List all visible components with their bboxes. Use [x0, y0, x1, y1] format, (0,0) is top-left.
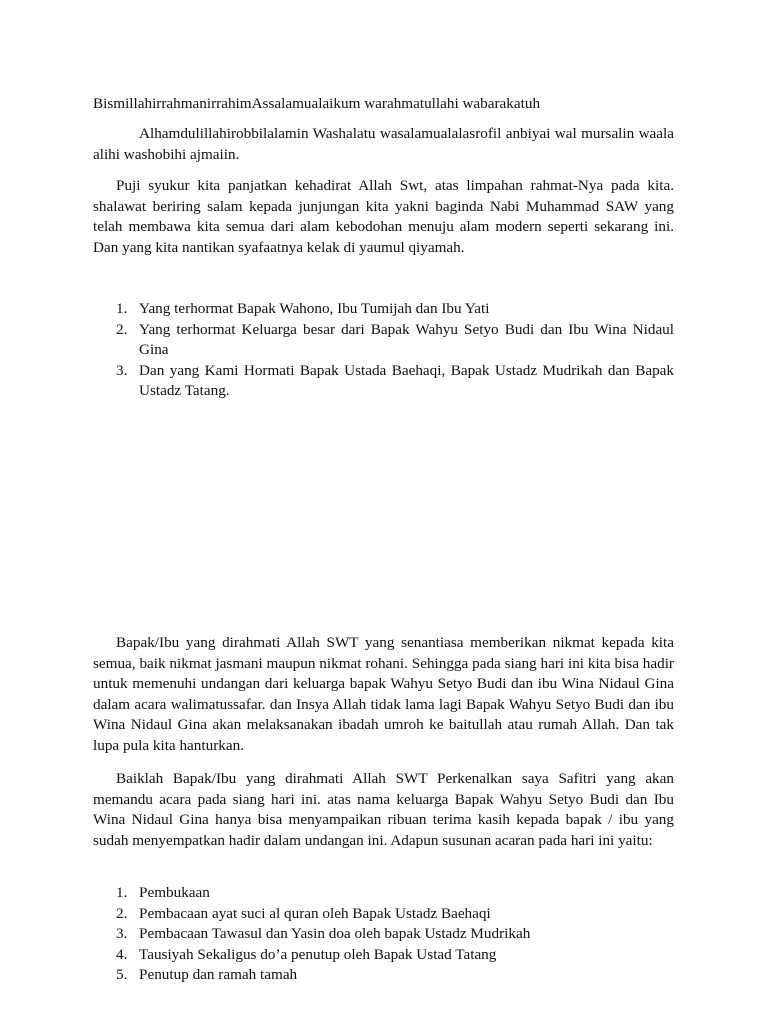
list-text: Dan yang Kami Hormati Bapak Ustada Baehaqi, Bapak Ustadz Mudrikah dan Bapak Ustadz Tatang. — [139, 361, 674, 400]
list-text: Pembacaan ayat suci al quran oleh Bapak Ustadz Baehaqi — [139, 904, 491, 922]
agenda-list — [93, 883, 674, 986]
list-number: 2. — [116, 320, 128, 338]
list-item — [93, 883, 674, 904]
list-number: 1. — [116, 884, 128, 901]
list-number: 2. — [116, 904, 128, 922]
list-text: Pembacaan Tawasul dan Yasin doa oleh bapak Ustadz Mudrikah — [139, 925, 531, 943]
list-number: 3. — [116, 925, 128, 943]
list-item — [93, 299, 674, 320]
list-text: Tausiyah Sekaligus do’a penutup oleh Bapak Ustad Tatang — [139, 945, 497, 963]
list-item — [93, 924, 674, 945]
praise-paragraph: Puji syukur kita panjatkan kehadirat Allah Swt, atas limpahan rahmat-Nya pada kita. shalawat beriring salam kepada junjungan kita yakni baginda Nabi Muhammad SAW yang telah membawa kita semua dari alam kebodohan menuju alam modern seperti sekarang ini. Dan yang kita nantikan syafaatnya kelak di yaumul qiyamah. — [93, 177, 674, 256]
list-text: Yang terhormat Keluarga besar dari Bapak Wahyu Setyo Budi dan Ibu Wina Nidaul Gina — [139, 320, 674, 359]
list-item — [93, 904, 674, 925]
list-number: 1. — [116, 300, 128, 317]
list-item — [93, 945, 674, 966]
list-item — [93, 361, 674, 402]
salutation-paragraph: Alhamdulillahirobbilalamin Washalatu wasalamualalasrofil anbiyai wal mursalin waala alihi washobihi ajmaiin. — [93, 125, 674, 163]
body-paragraph-1: Bapak/Ibu yang dirahmati Allah SWT yang senantiasa memberikan nikmat kepada kita semua, baik nikmat jasmani maupun nikmat rohani. Sehingga pada siang hari ini kita bisa hadir untuk memenuhi undangan dari keluarga bapak Wahyu Setyo Budi dan ibu Wina Nidaul Gina dalam acara walimatussafar. dan Insya Allah tidak lama lagi Bapak Wahyu Setyo Budi dan ibu Wina Nidaul Gina akan melaksanakan ibadah umroh ke baitullah atau rumah Allah. Dan tak lupa pula kita hanturkan. — [93, 634, 674, 754]
body-paragraph-2: Baiklah Bapak/Ibu yang dirahmati Allah SWT Perkenalkan saya Safitri yang akan memandu acara pada siang hari ini. atas nama keluarga Bapak Wahyu Setyo Budi dan Ibu Wina Nidaul Gina hanya bisa menyampaikan ribuan terima kasih kepada bapak / ibu yang sudah menyempatkan hadir dalam undangan ini. Adapun susunan acaran pada hari ini yaitu: — [93, 770, 674, 849]
list-number: 5. — [116, 966, 128, 984]
greeting-line: BismillahirrahmanirrahimAssalamualaikum warahmatullahi wabarakatuh — [93, 95, 541, 112]
list-item — [93, 965, 674, 986]
honorifics-list — [93, 299, 674, 402]
list-text: Yang terhormat Bapak Wahono, Ibu Tumijah dan Ibu Yati — [139, 300, 490, 317]
list-text: Penutup dan ramah tamah — [139, 966, 298, 984]
list-number: 3. — [116, 361, 128, 379]
list-text: Pembukaan — [139, 884, 210, 901]
list-number: 4. — [116, 945, 128, 963]
list-item — [93, 320, 674, 361]
